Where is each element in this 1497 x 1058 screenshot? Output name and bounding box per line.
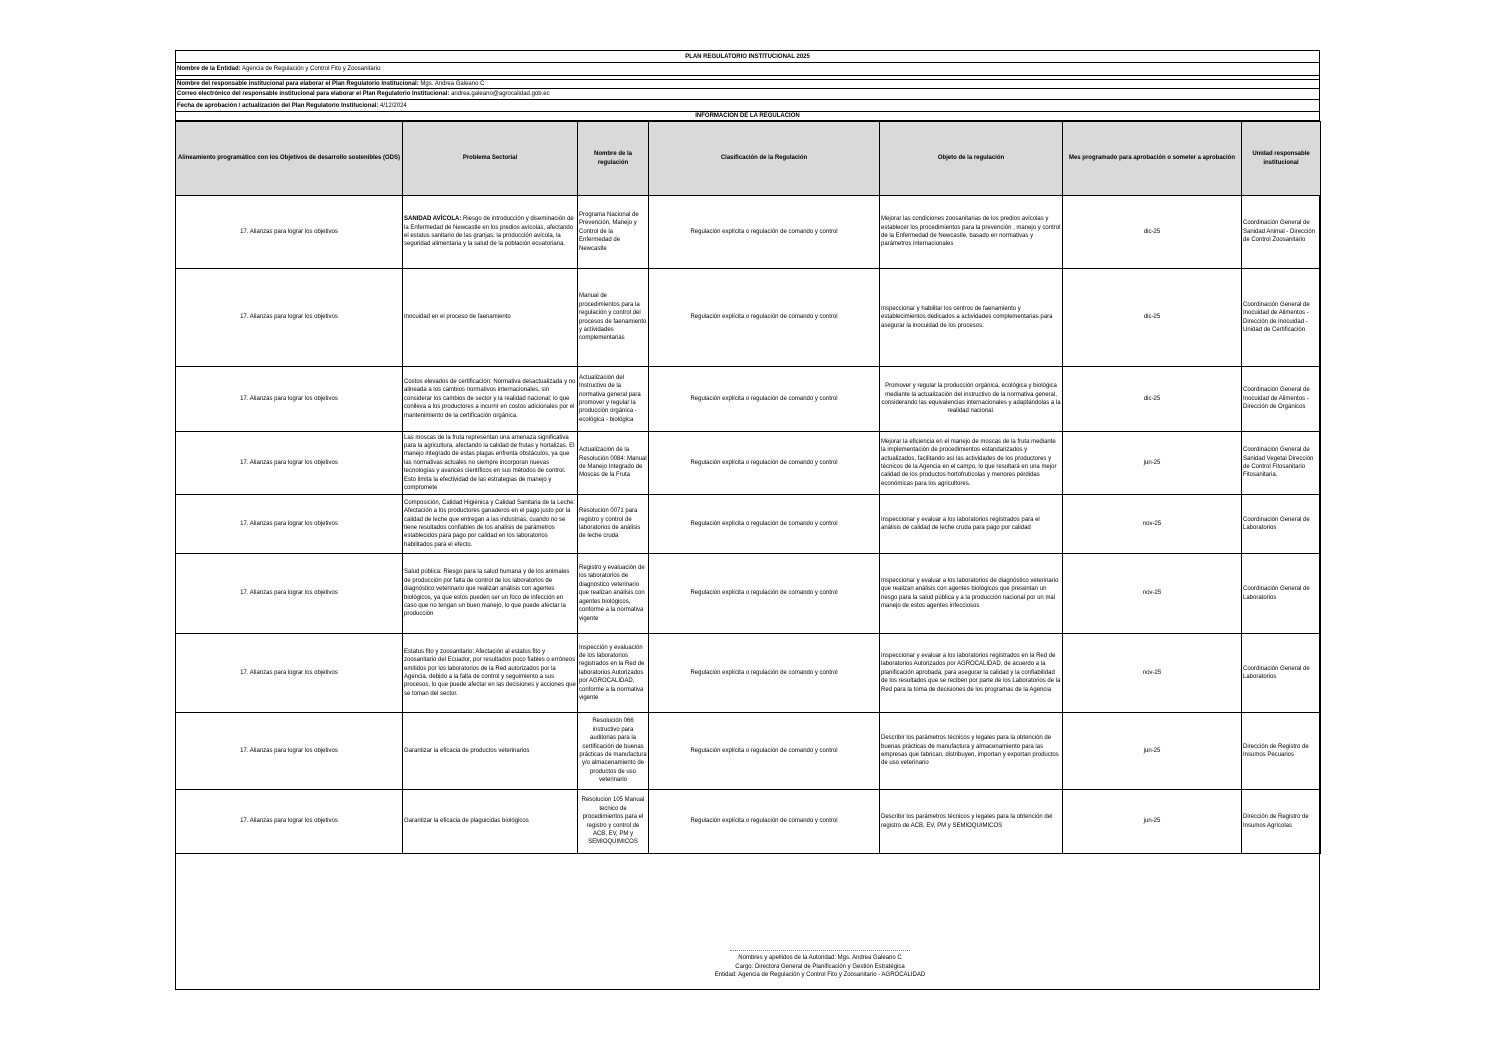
page-title: PLAN REGULATORIO INSTITUCIONAL 2025: [175, 51, 1320, 63]
cell-object: Describir los parámetros técnicos y legales para la obtención de buenas prácticas de manufactura y almacenamiento para las empresas que fabrican, distribuyen, importan y exportan productos de uso veterinario: [880, 713, 1063, 790]
responsible-value: Mgs. Andrea Galeano C: [420, 81, 485, 87]
cell-name: Actualización del Instructivo de la normativa general para promover y regular la producción orgánica - ecológica - biológica: [578, 367, 649, 432]
cell-problem: [403, 713, 578, 790]
cell-problem: [403, 790, 578, 854]
cell-month: nov-25: [1063, 634, 1242, 713]
table-row: [176, 432, 1321, 495]
signature-block: [600, 950, 1040, 980]
cell-month: nov-25: [1063, 554, 1242, 634]
cell-ods: 17. Alianzas para lograr los objetivos: [176, 269, 403, 367]
email-label: Correo electrónico del responsable institucional para elaborar el Plan Regulatorio Institucional:: [177, 91, 450, 97]
cell-problem: [403, 495, 578, 554]
col-header-object: Objeto de la regulación: [880, 122, 1063, 196]
cell-month: nov-25: [1063, 495, 1242, 554]
table-row: [176, 367, 1321, 432]
cell-ods: 17. Alianzas para lograr los objetivos: [176, 196, 403, 269]
cell-object: Mejorar la eficiencia en el manejo de moscas de la fruta mediante la implementación de procedimientos estandarizados y actualizados, facilitando así las actividades de los productores y técnicos de la Agencia en el campo, lo que resultará en una mejor calidad de los productos hortofrutícolas y menores pérdidas económicas para los agricultores.: [880, 432, 1063, 495]
cell-object: Inspeccionar y habilitar los centros de faenamiento y establecimientos dedicados a actividades complementarias para asegurar la inocuidad de los procesos.: [880, 269, 1063, 367]
cell-ods: 17. Alianzas para lograr los objetivos: [176, 367, 403, 432]
table-row: [176, 790, 1321, 854]
cell-month: jun-25: [1063, 790, 1242, 854]
cell-name: Programa Nacional de Prevención, Manejo y Control de la Enfermedad de Newcastle: [578, 196, 649, 269]
table-row: [176, 196, 1321, 269]
problem-text: Composición, Calidad Higiénica y Calidad Sanitaria de la Leche: Afectación a los productores ganaderos en el pago justo por la calidad de leche que entregan a las industrias, cuando no se tiene resultados confiables de los análisis de parámetros establecidos para pago por calidad en los laboratorios habilitados para el efecto.: [404, 499, 576, 548]
col-header-classification: Clasificación de la Regulación: [649, 122, 880, 196]
cell-problem: [403, 554, 578, 634]
cell-object: Mejorar las condiciones zoosanitarias de los predios avícolas y establecer los procedimientos para la prevención , manejo y control de la Enfermedad de Newcastle, basado en normativas y parámetros internacionales: [880, 196, 1063, 269]
signature-entity: Entidad: Agencia de Regulación y Control Fito y Zoosanitario - AGROCALIDAD: [714, 972, 926, 978]
cell-classification: Regulación explícita o regulación de comando y control: [649, 269, 880, 367]
regulation-table: [175, 121, 1321, 854]
cell-month: dic-25: [1063, 367, 1242, 432]
cell-ods: 17. Alianzas para lograr los objetivos: [176, 554, 403, 634]
cell-month: jun-25: [1063, 713, 1242, 790]
cell-classification: Regulación explícita o regulación de comando y control: [649, 432, 880, 495]
cell-name: Actualización de la Resolución 0084: Manual de Manejo Integrado de Moscas de la Fruta: [578, 432, 649, 495]
cell-ods: 17. Alianzas para lograr los objetivos: [176, 432, 403, 495]
cell-problem: [403, 432, 578, 495]
responsible-line: [175, 80, 1320, 89]
cell-problem: [403, 196, 578, 269]
date-line: [175, 100, 1320, 112]
cell-unit: Coordinación General de Laboratorios: [1242, 554, 1321, 634]
signature-line: [730, 950, 910, 952]
date-value: 4/12/2024: [380, 103, 407, 109]
table-header-row: [176, 122, 1321, 196]
cell-classification: Regulación explícita o regulación de comando y control: [649, 495, 880, 554]
cell-classification: Regulación explícita o regulación de comando y control: [649, 634, 880, 713]
cell-ods: 17. Alianzas para lograr los objetivos: [176, 790, 403, 854]
cell-problem: [403, 634, 578, 713]
signature-name: Nombres y apellidos de la Autoridad: Mgs. Andrea Galeano C: [738, 955, 902, 961]
table-row: [176, 634, 1321, 713]
entity-value: Agencia de Regulación y Control Fito y Zoosanitario: [242, 66, 381, 72]
col-header-month: Mes programado para aprobación o someter a aprobación: [1063, 122, 1242, 196]
cell-unit: Coordinación General de Inocuidad de Alimentos - Dirección de Inocuidad - Unidad de Certificación: [1242, 269, 1321, 367]
entity-line: [175, 63, 1320, 76]
table-row: [176, 554, 1321, 634]
problem-text: Estatus fito y zoosanitario: Afectación al estatus fito y zoosanitario del Ecuador, por resultados poco fiables o erróneos emitidos por los laboratorios de la Red autorizados por la Agencia, debido a la falta de control y seguimiento a sus procesos, lo que puede afectar en las decisiones y acciones que se toman del sector.: [404, 648, 576, 697]
cell-classification: Regulación explícita o regulación de comando y control: [649, 554, 880, 634]
cell-unit: Coordinación General de Sanidad Vegetal Dirección de Control Fitosanitario Fitosanitaria.: [1242, 432, 1321, 495]
table-row: [176, 269, 1321, 367]
email-line: [175, 89, 1320, 100]
col-header-ods: Alineamiento programático con los Objetivos de desarrollo sostenibles (ODS): [176, 122, 403, 196]
cell-unit: Dirección de Registro de Insumos Pecuarios: [1242, 713, 1321, 790]
cell-unit: Coordinación General de Inocuidad de Alimentos - Dirección de Orgánicos: [1242, 367, 1321, 432]
problem-text: Costos elevados de certificación: Normativa desactualizada y no alineada a los cambios normativos internacionales, sin considerar los cambios de sector y la realidad nacional; lo que conlleva a los productores a incurrir en costos adicionales por el mantenimiento de la certificación orgánica.: [404, 378, 576, 419]
entity-label: Nombre de la Entidad:: [177, 66, 241, 72]
cell-month: dic-25: [1063, 196, 1242, 269]
problem-text: Las moscas de la fruta representan una amenaza significativa para la agricultura, afectando la calidad de frutas y hortalizas. El manejo integrado de estas plagas enfrenta obstáculos, ya que las normativas actuales no siempre incorporan nuevas tecnologías y avances científicos en sus métodos de control. Esto limita la efectividad de las estrategias de manejo y compromete: [404, 434, 575, 492]
cell-unit: Coordinación General de Laboratorios: [1242, 495, 1321, 554]
cell-classification: Regulación explícita o regulación de comando y control: [649, 713, 880, 790]
col-header-unit: Unidad responsable institucional: [1242, 122, 1321, 196]
cell-name: Inspección y evaluación de los laboratorios registrados en la Red de laboratorios Autorizados por AGROCALIDAD, conforme a la normativa vigente: [578, 634, 649, 713]
cell-object: Inspeccionar y evaluar a los laboratorios de diagnóstico veterinario que realizan análisis con agentes biológicos que presentan un riesgo para la salud pública y a la producción nacional por un mal manejo de estos agentes infecciosos: [880, 554, 1063, 634]
cell-classification: Regulación explícita o regulación de comando y control: [649, 196, 880, 269]
date-label: Fecha de aprobación / actualización del Plan Regulatorio Institucional:: [177, 103, 379, 109]
problem-text: Riesgo de introducción y diseminación de la Enfermedad de Newcastle en los predios avícolas, afectando el estatus sanitario de las granjas, la producción avícola, la seguridad alimentaria y la salud de la población ecuatoriana.: [404, 216, 574, 248]
cell-name: Registro y evaluación de los laboratorios de diagnóstico veterinario que realizan análisis con agentes biológicos, conforme a la normativa vigente: [578, 554, 649, 634]
cell-problem: [403, 367, 578, 432]
cell-month: dic-25: [1063, 269, 1242, 367]
table-row: [176, 495, 1321, 554]
problem-text: Garantizar la eficacia de productos veterinarios: [404, 747, 530, 754]
responsible-label: Nombre del responsable institucional para elaborar el Plan Regulatorio Institucional:: [177, 81, 419, 87]
table-row: [176, 713, 1321, 790]
cell-object: Describir los parámetros técnicos y legales para la obtención del registro de ACB, EV, PM y SEMIOQUIMICOS: [880, 790, 1063, 854]
problem-bold: SANIDAD AVÍCOLA:: [404, 216, 462, 223]
cell-unit: Coordinación General de Sanidad Animal - Dirección de Control Zoosanitario: [1242, 196, 1321, 269]
cell-name: Resolución 066 instructivo para auditorias para la certificación de buenas prácticas de manufactura y/o almacenamiento de productos de uso veterinario: [578, 713, 649, 790]
cell-month: jun-25: [1063, 432, 1242, 495]
email-value: andrea.galeano@agrocalidad.gob.ec: [451, 91, 550, 97]
cell-ods: 17. Alianzas para lograr los objetivos: [176, 495, 403, 554]
cell-classification: Regulación explícita o regulación de comando y control: [649, 367, 880, 432]
problem-text: Inocuidad en el proceso de faenamiento: [404, 314, 511, 321]
problem-text: Garantizar la eficacia de plaguicidas biológicos: [404, 818, 529, 825]
signature-role: Cargo: Directora General de Planificación y Gestión Estratégica: [735, 963, 905, 970]
section-title: INFORMACIÓN DE LA REGULACIÓN: [175, 112, 1320, 121]
cell-object: Inspeccionar y evaluar a los laboratorios registrados para el análisis de calidad de leche cruda para pago por calidad: [880, 495, 1063, 554]
cell-ods: 17. Alianzas para lograr los objetivos: [176, 713, 403, 790]
col-header-problem: Problema Sectorial: [403, 122, 578, 196]
cell-unit: Coordinación General de Laboratorios: [1242, 634, 1321, 713]
cell-classification: Regulación explícita o regulación de comando y control: [649, 790, 880, 854]
cell-name: Resolución 0071 para registro y control de laboratorios de análisis de leche cruda: [578, 495, 649, 554]
cell-object: Inspeccionar y evaluar a los laboratorios registrados en la Red de laboratorios Autorizados por AGROCALIDAD, de acuerdo a la planificación aprobada, para asegurar la calidad y la confiabilidad de los resultados que se reciben por parte de los Laboratorios de la Red para la toma de decisiones de los programas de la Agencia: [880, 634, 1063, 713]
cell-unit: Dirección de Registro de Insumos Agrícolas: [1242, 790, 1321, 854]
col-header-name: Nombre de la regulación: [578, 122, 649, 196]
cell-object: Promover y regular la producción orgánica, ecológica y biológica mediante la actualización del instructivo de la normativa general, considerando las equivalencias internacionales y adaptándolas a la realidad nacional.: [880, 367, 1063, 432]
problem-text: Salud pública: Riesgo para la salud humana y de los animales de producción por falta de control de los laboratorios de diagnóstico veterinario que realizan análisis con agentes biológicos, ya que estos pueden ser un foco de infección en caso que no tengan un buen manejo, lo que puede afectar la producción: [404, 569, 570, 618]
cell-ods: 17. Alianzas para lograr los objetivos: [176, 634, 403, 713]
cell-name: Resolucion 105 Manual tecnico de procedimientos para el registro y control de ACB, EV, PM y SEMIOQUIMICOS: [578, 790, 649, 854]
cell-problem: [403, 269, 578, 367]
cell-name: Manual de procedimientos para la regulación y control del procesos de faenamiento y actividades complementarias: [578, 269, 649, 367]
